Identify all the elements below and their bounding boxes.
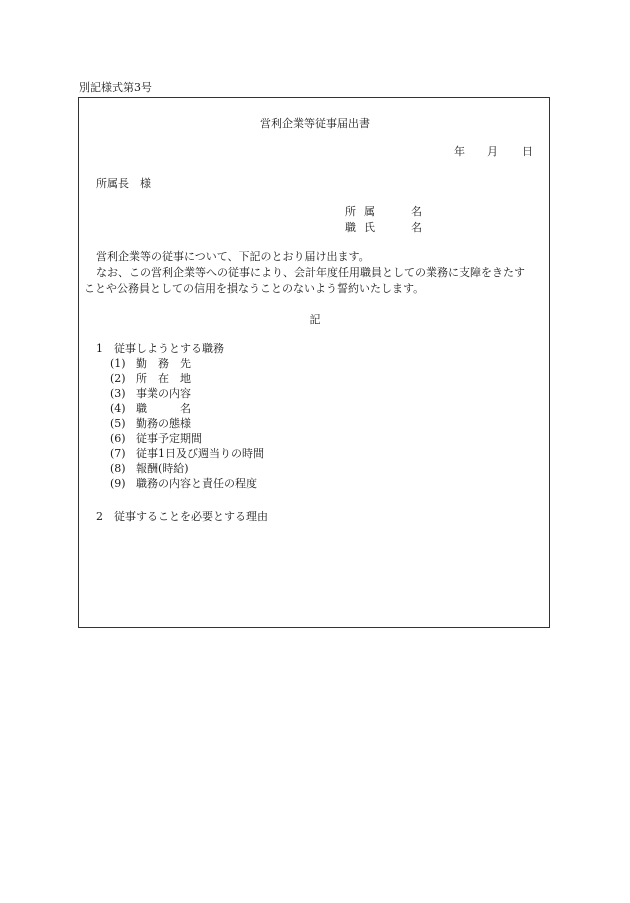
item-number: (1)	[110, 357, 126, 370]
list-item	[110, 478, 264, 493]
form-number: 別記様式第3号	[79, 81, 152, 94]
item-number: (3)	[110, 387, 126, 400]
item-label: 報酬(時給)	[136, 462, 189, 475]
item-number: (4)	[110, 402, 126, 415]
item-number: (8)	[110, 462, 126, 475]
list-item	[110, 448, 264, 463]
applicant-affiliation-suffix: 名	[411, 205, 422, 218]
ki-heading: 記	[309, 313, 321, 326]
applicant-affiliation-label: 所属	[345, 205, 383, 218]
body-text-line-2: なお、この営利企業等への従事により、会計年度任用職員としての業務に支障をきたす	[96, 266, 525, 279]
date-month-label: 月	[487, 145, 498, 158]
date-day-label: 日	[522, 145, 533, 158]
body-text-line-3: ことや公務員としての信用を損なうことのないよう誓約いたします。	[84, 282, 425, 295]
applicant-name-label: 職氏	[345, 221, 383, 234]
item-label: 勤 務 先	[136, 357, 191, 370]
item-label: 従事1日及び週当りの時間	[136, 447, 264, 460]
item-number: (9)	[110, 477, 126, 490]
item-number: (7)	[110, 447, 126, 460]
item-label: 事業の内容	[136, 387, 191, 400]
list-item	[110, 418, 264, 433]
applicant-name-suffix: 名	[411, 221, 422, 234]
item-label: 従事予定期間	[136, 432, 202, 445]
item-label: 職務の内容と責任の程度	[136, 477, 257, 490]
body-text-line-1: 営利企業等の従事について、下記のとおり届け出ます。	[96, 250, 370, 263]
addressee: 所属長 様	[96, 177, 151, 190]
item-number: (6)	[110, 432, 126, 445]
document-title: 営利企業等従事届出書	[260, 117, 370, 130]
section-2-title: 2 従事することを必要とする理由	[96, 510, 268, 523]
applicant-row-name	[345, 222, 422, 238]
section-1-items	[110, 358, 264, 493]
section-1-title: 1 従事しようとする職務	[96, 342, 224, 355]
item-label: 職 名	[136, 402, 191, 415]
item-label: 所 在 地	[136, 372, 191, 385]
item-label: 勤務の態様	[136, 417, 191, 430]
list-item	[110, 463, 264, 478]
list-item	[110, 388, 264, 403]
date-year-label: 年	[454, 145, 465, 158]
list-item	[110, 403, 264, 418]
list-item	[110, 373, 264, 388]
list-item	[110, 433, 264, 448]
item-number: (2)	[110, 372, 126, 385]
list-item	[110, 358, 264, 373]
applicant-block	[345, 206, 422, 238]
item-number: (5)	[110, 417, 126, 430]
applicant-row-affiliation	[345, 206, 422, 222]
